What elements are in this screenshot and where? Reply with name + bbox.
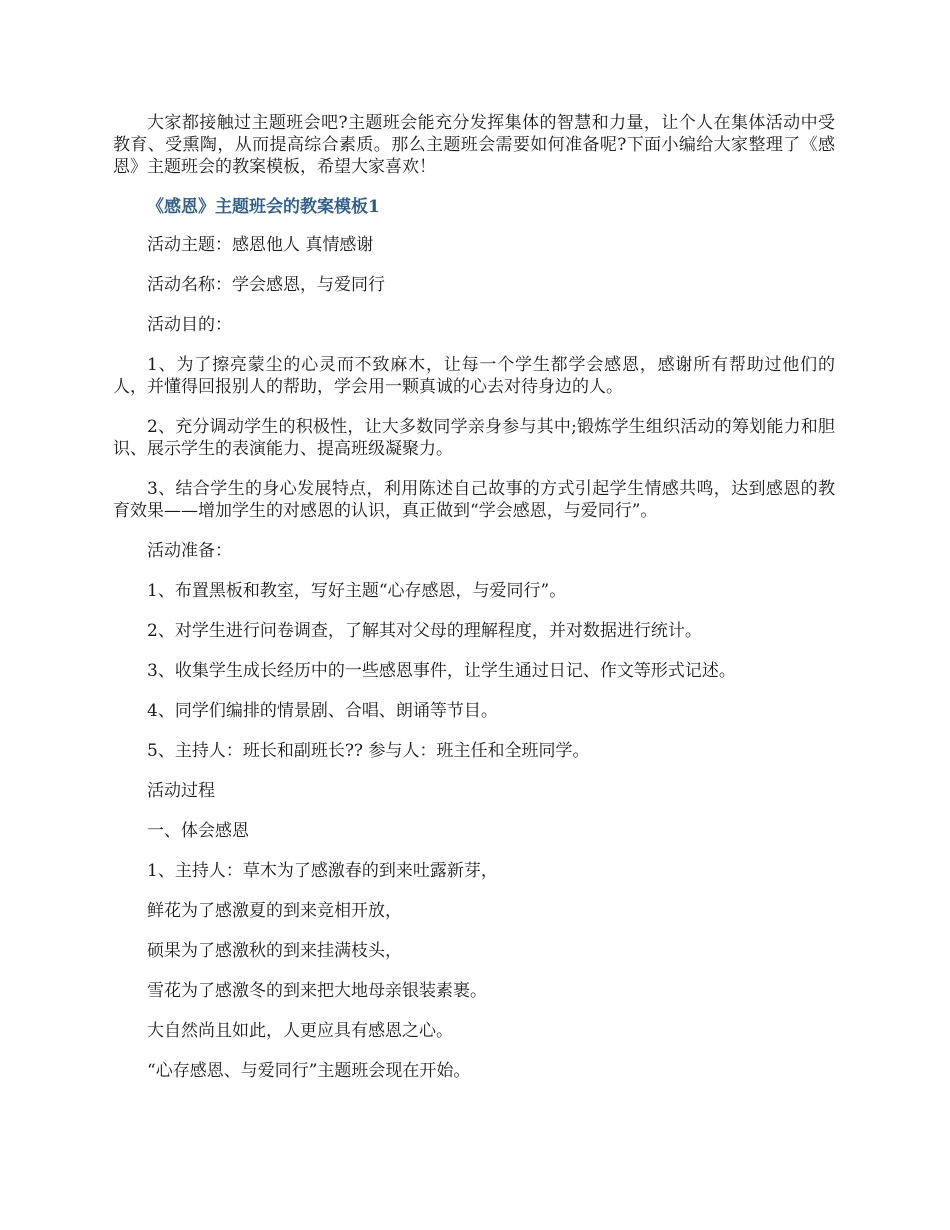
purpose-label: 活动目的： — [147, 315, 232, 335]
prep-item: 1、布置黑板和教室，写好主题“心存感恩，与爱同行”。 — [147, 581, 567, 601]
prep-item: 5、主持人：班长和副班长?? 参与人：班主任和全班同学。 — [147, 741, 590, 761]
process-label: 活动过程 — [147, 781, 215, 801]
prep-item: 2、对学生进行问卷调查，了解其对父母的理解程度，并对数据进行统计。 — [147, 621, 702, 641]
intro-paragraph: 大家都接触过主题班会吧?主题班会能充分发挥集体的智慧和力量，让个人在集体活动中受教育、受熏陶，从而提高综合素质。那么主题班会需要如何准备呢?下面小编给大家整理了《感恩》主题班会的教案模板，希望大家喜欢！ — [113, 113, 835, 177]
prep-label: 活动准备： — [147, 541, 232, 561]
activity-theme: 活动主题：感恩他人 真情感谢 — [147, 235, 374, 255]
section-one-title: 一、体会感恩 — [147, 821, 249, 841]
prep-item: 3、收集学生成长经历中的一些感恩事件，让学生通过日记、作文等形式记述。 — [147, 661, 736, 681]
activity-name: 活动名称：学会感恩，与爱同行 — [147, 275, 385, 295]
purpose-item: 3、结合学生的身心发展特点，利用陈述自己故事的方式引起学生情感共鸣，达到感恩的教育效果——增加学生的对感恩的认识，真正做到“学会感恩，与爱同行”。 — [113, 479, 835, 521]
host-line: 大自然尚且如此，人更应具有感恩之心。 — [147, 1021, 453, 1041]
host-line: 硕果为了感激秋的到来挂满枝头， — [147, 941, 402, 961]
prep-item: 4、同学们编排的情景剧、合唱、朗诵等节目。 — [147, 701, 498, 721]
document-page — [113, 112, 835, 1100]
host-line: “心存感恩、与爱同行”主题班会现在开始。 — [147, 1061, 471, 1081]
purpose-item: 1、为了擦亮蒙尘的心灵而不致麻木，让每一个学生都学会感恩，感谢所有帮助过他们的人，并懂得回报别人的帮助，学会用一颗真诚的心去对待身边的人。 — [113, 355, 835, 397]
section-heading: 《感恩》主题班会的教案模板1 — [147, 197, 380, 217]
host-line: 雪花为了感激冬的到来把大地母亲银装素裹。 — [147, 981, 487, 1001]
purpose-item: 2、充分调动学生的积极性，让大多数同学亲身参与其中;锻炼学生组织活动的筹划能力和胆识、展示学生的表演能力、提高班级凝聚力。 — [113, 417, 835, 459]
host-line: 鲜花为了感激夏的到来竞相开放， — [147, 901, 402, 921]
host-line: 1、主持人：草木为了感激春的到来吐露新芽， — [147, 861, 498, 881]
